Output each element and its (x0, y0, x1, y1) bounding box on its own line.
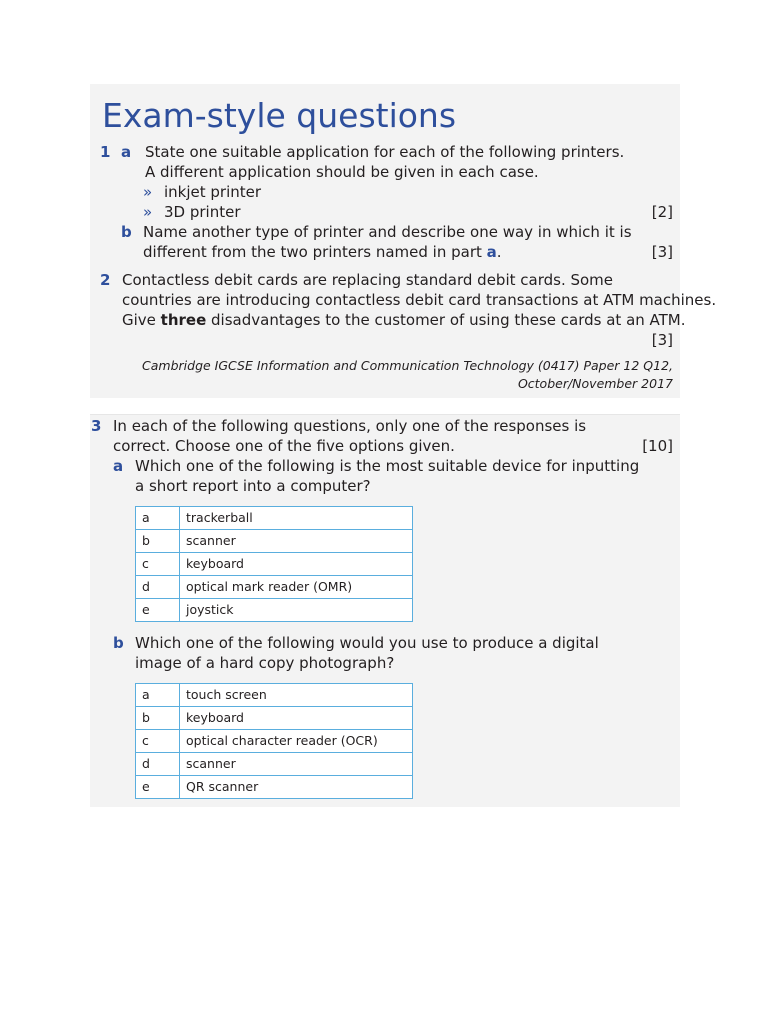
question-3b-line1: Which one of the following would you use to produce a digital (135, 634, 599, 652)
question-3b-label: b (113, 634, 124, 652)
bullet-icon: » (143, 203, 153, 221)
emphasis-three: three (160, 311, 207, 329)
question-3a-line1: Which one of the following is the most suitable device for inputting (135, 457, 640, 475)
part-reference: a (486, 243, 497, 261)
table-row: d optical mark reader (OMR) (136, 576, 413, 599)
question-3-marks: [10] (642, 437, 673, 455)
source-citation: Cambridge IGCSE Information and Communication Technology (0417) Paper 12 Q12, October/November 2017 (142, 358, 673, 391)
question-1b-label: b (121, 223, 132, 241)
question-1-number: 1 (100, 143, 111, 161)
question-2-line3: Give three disadvantages to the customer of using these cards at an ATM. (122, 311, 686, 329)
question-1a-item-1: inkjet printer (164, 183, 262, 201)
question-1a-marks: [2] (651, 203, 673, 221)
question-1b-marks: [3] (651, 243, 673, 261)
question-1b-line2: different from the two printers named in part a. (143, 243, 502, 261)
question-3-line1: In each of the following questions, only one of the responses is (113, 417, 587, 435)
table-row: a trackerball (136, 507, 413, 530)
question-3b-line2: image of a hard copy photograph? (135, 654, 395, 672)
question-3-number: 3 (91, 417, 102, 435)
question-2-line2: countries are introducing contactless debit card transactions at ATM machines. (122, 291, 717, 309)
question-1a-line1: State one suitable application for each of the following printers. (145, 143, 625, 161)
question-1a-line2: A different application should be given in each case. (145, 163, 539, 181)
table-row: c optical character reader (OCR) (136, 730, 413, 753)
bullet-icon: » (143, 183, 153, 201)
table-row: a touch screen (136, 684, 413, 707)
question-1a-item-2: 3D printer (164, 203, 241, 221)
question-1a-label: a (121, 143, 132, 161)
page-title: Exam-style questions (102, 96, 457, 135)
question-3a-label: a (113, 457, 124, 475)
question-3-line2: correct. Choose one of the five options given. (113, 437, 455, 455)
options-table-3a (135, 506, 413, 622)
table-row: c keyboard (136, 553, 413, 576)
table-row: e joystick (136, 599, 413, 622)
table-row: b keyboard (136, 707, 413, 730)
table-row: d scanner (136, 753, 413, 776)
options-table-3b (135, 683, 413, 799)
question-1b-line1: Name another type of printer and describe one way in which it is (143, 223, 632, 241)
question-2-line1: Contactless debit cards are replacing standard debit cards. Some (122, 271, 614, 289)
question-3a-line2: a short report into a computer? (135, 477, 371, 495)
table-row: e QR scanner (136, 776, 413, 799)
table-row: b scanner (136, 530, 413, 553)
question-2-marks: [3] (651, 331, 673, 349)
question-2-number: 2 (100, 271, 111, 289)
